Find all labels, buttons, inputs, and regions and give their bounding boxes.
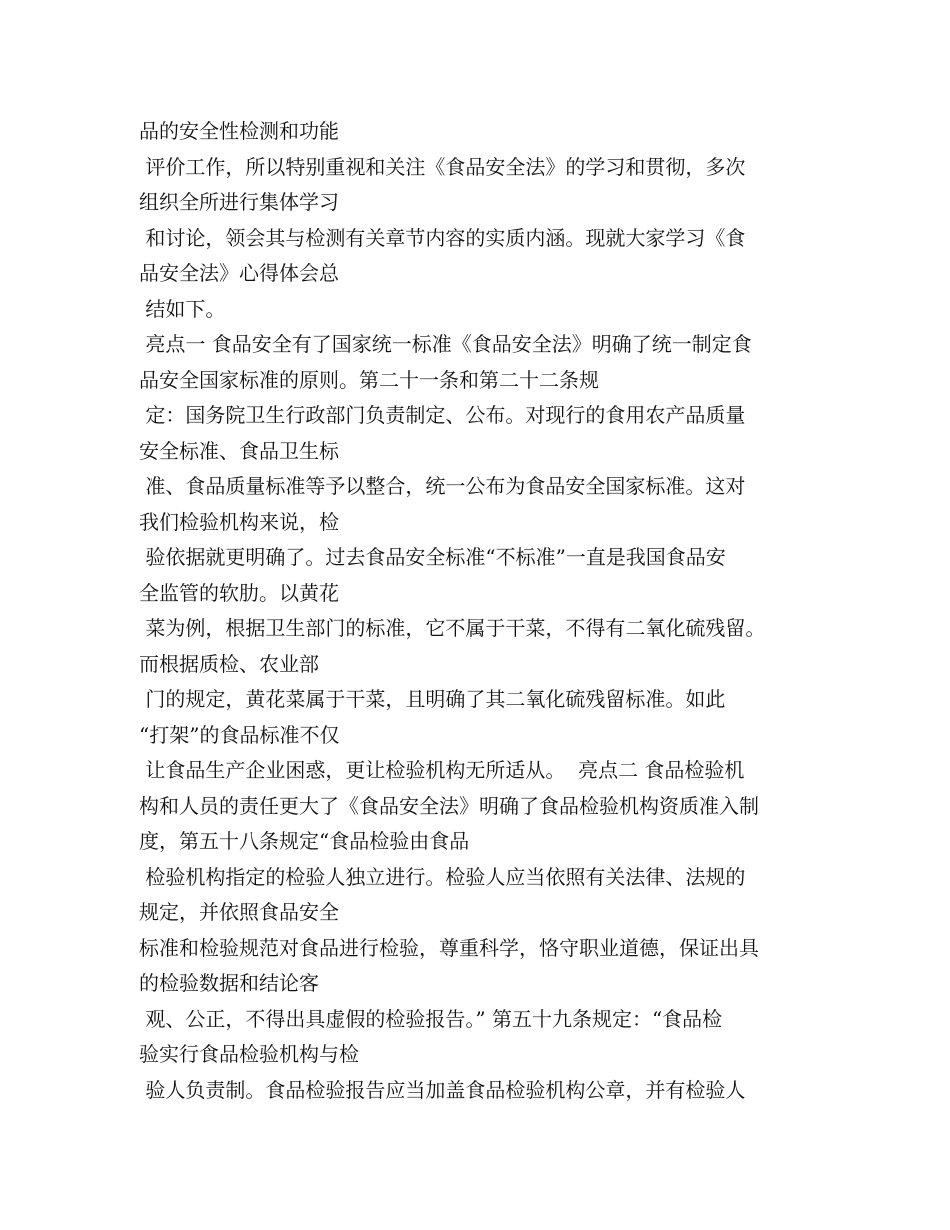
text-line: 验实行食品检验机构与检 <box>139 1042 359 1066</box>
text-line: 品安全国家标准的原则。第二十一条和第二十二条规 <box>139 367 599 392</box>
text-line: 规定，并依照食品安全 <box>139 900 339 924</box>
text-line: 的检验数据和结论客 <box>139 971 319 995</box>
text-line: 检验机构指定的检验人独立进行。检验人应当依照有关法律、法规的 <box>139 864 746 889</box>
text-line: 构和人员的责任更大了《食品安全法》明确了食品检验机构资质准入制 <box>139 793 759 818</box>
text-line: 组织全所进行集体学习 <box>139 190 339 214</box>
document-body <box>139 114 839 1108</box>
text-line: 度，第五十八条规定“食品检验由食品 <box>139 829 470 853</box>
text-line: 门的规定，黄花菜属于干菜，且明确了其二氧化硫残留标准。如此 <box>139 687 726 711</box>
text-line: 和讨论，领会其与检测有关章节内容的实质内涵。现就大家学习《食 <box>139 225 746 250</box>
text-line: 品安全法》心得体会总 <box>139 261 339 285</box>
text-line: 准、食品质量标准等予以整合，统一公布为食品安全国家标准。这对 <box>139 474 746 498</box>
text-line: 全监管的软肋。以黄花 <box>139 580 339 605</box>
text-line: 标准和检验规范对食品进行检验，尊重科学，恪守职业道德，保证出具 <box>139 935 759 960</box>
text-line: 而根据质检、农业部 <box>139 651 319 676</box>
text-line: 我们检验机构来说，检 <box>139 509 339 534</box>
text-line: “打架”的食品标准不仅 <box>139 722 340 747</box>
text-line: 验人负责制。食品检验报告应当加盖食品检验机构公章，并有检验人 <box>139 1077 746 1102</box>
text-line: 亮点一 食品安全有了国家统一标准《食品安全法》明确了统一制定食 <box>139 332 752 356</box>
text-line: 菜为例，根据卫生部门的标准，它不属于干菜，不得有二氧化硫残留。 <box>139 616 766 640</box>
text-line: 验依据就更明确了。过去食品安全标准“不标准”一直是我国食品安 <box>139 545 726 569</box>
text-line: 评价工作，所以特别重视和关注《食品安全法》的学习和贯彻，多次 <box>139 154 746 179</box>
text-line: 定：国务院卫生行政部门负责制定、公布。对现行的食用农产品质量 <box>139 403 746 427</box>
text-line: 安全标准、食品卫生标 <box>139 438 339 463</box>
text-line: 品的安全性检测和功能 <box>139 119 339 143</box>
text-line: 观、公正，不得出具虚假的检验报告。” 第五十九条规定：“食品检 <box>139 1006 723 1031</box>
text-line: 让食品生产企业困惑，更让检验机构无所适从。 亮点二 食品检验机 <box>139 758 745 782</box>
text-line: 结如下。 <box>139 296 226 321</box>
